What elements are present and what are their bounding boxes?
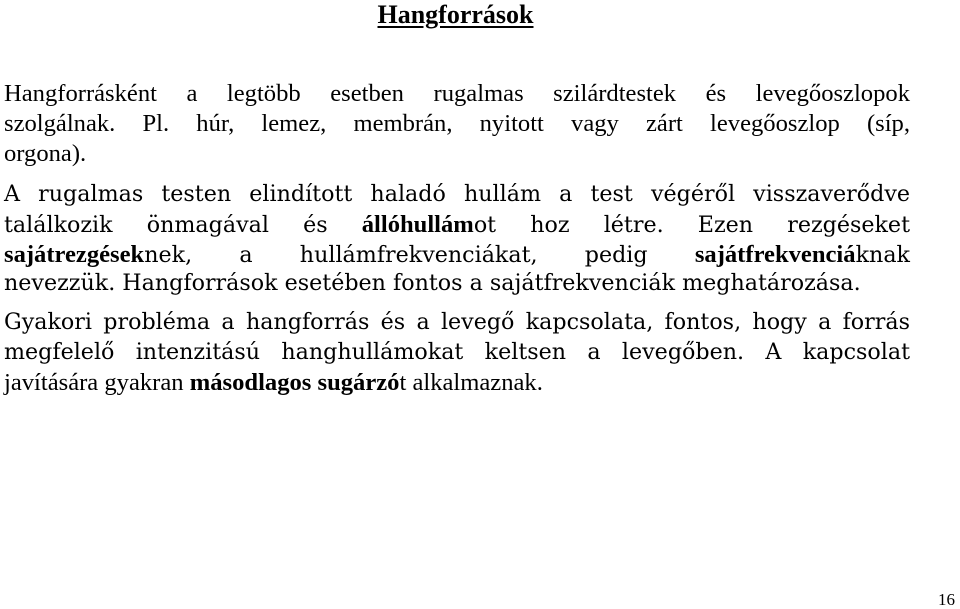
paragraph-standing-waves (4, 180, 910, 299)
text-run: t alkalmaznak. (399, 368, 543, 396)
text-run: találkozik önmagával és (4, 211, 362, 238)
paragraph-line: orgona). (4, 139, 87, 167)
paragraph-line: megfelelő intenzitású hanghullámokat keltsen a levegőben. A kapcsolat (4, 338, 910, 365)
paragraph-line (4, 210, 910, 240)
paragraph-sound-sources-intro (4, 79, 910, 168)
text-run: ot hoz létre. Ezen rezgéseket (473, 211, 910, 238)
paragraph-line: szolgálnak. Pl. húr, lemez, membrán, nyitott vagy zárt levegőoszlop (síp, (4, 109, 910, 137)
text-run: javítására gyakran (4, 368, 190, 396)
paragraph-line (4, 368, 910, 398)
paragraph-line: nevezzük. Hangforrások esetében fontos a sajátfrekvenciák meghatározása. (4, 270, 861, 297)
bold-term-eigen-frequencies: sajátfrekvenciá (694, 240, 856, 268)
paragraph-line: A rugalmas testen elindított haladó hullám a test végéről visszaverődve (4, 181, 910, 207)
paragraph-line: Hangforrásként a legtöbb esetben rugalmas szilárdtestek és levegőoszlopok (4, 80, 910, 107)
bold-term-secondary-radiator: másodlagos sugárzó (189, 368, 400, 396)
paragraph-line: Gyakori probléma a hangforrás és a levegő kapcsolata, fontos, hogy a forrás (4, 309, 910, 335)
paragraph-air-coupling (4, 308, 910, 397)
text-run: knak (855, 241, 910, 268)
bold-term-standing-wave: állóhullám (361, 210, 474, 238)
paragraph-line (4, 240, 910, 270)
text-run: nek, a hullámfrekvenciákat, pedig (144, 241, 695, 268)
bold-term-eigen-oscillations: sajátrezgések (4, 240, 145, 268)
page-title: Hangforrások (377, 0, 534, 29)
page-number: 16 (938, 590, 955, 609)
